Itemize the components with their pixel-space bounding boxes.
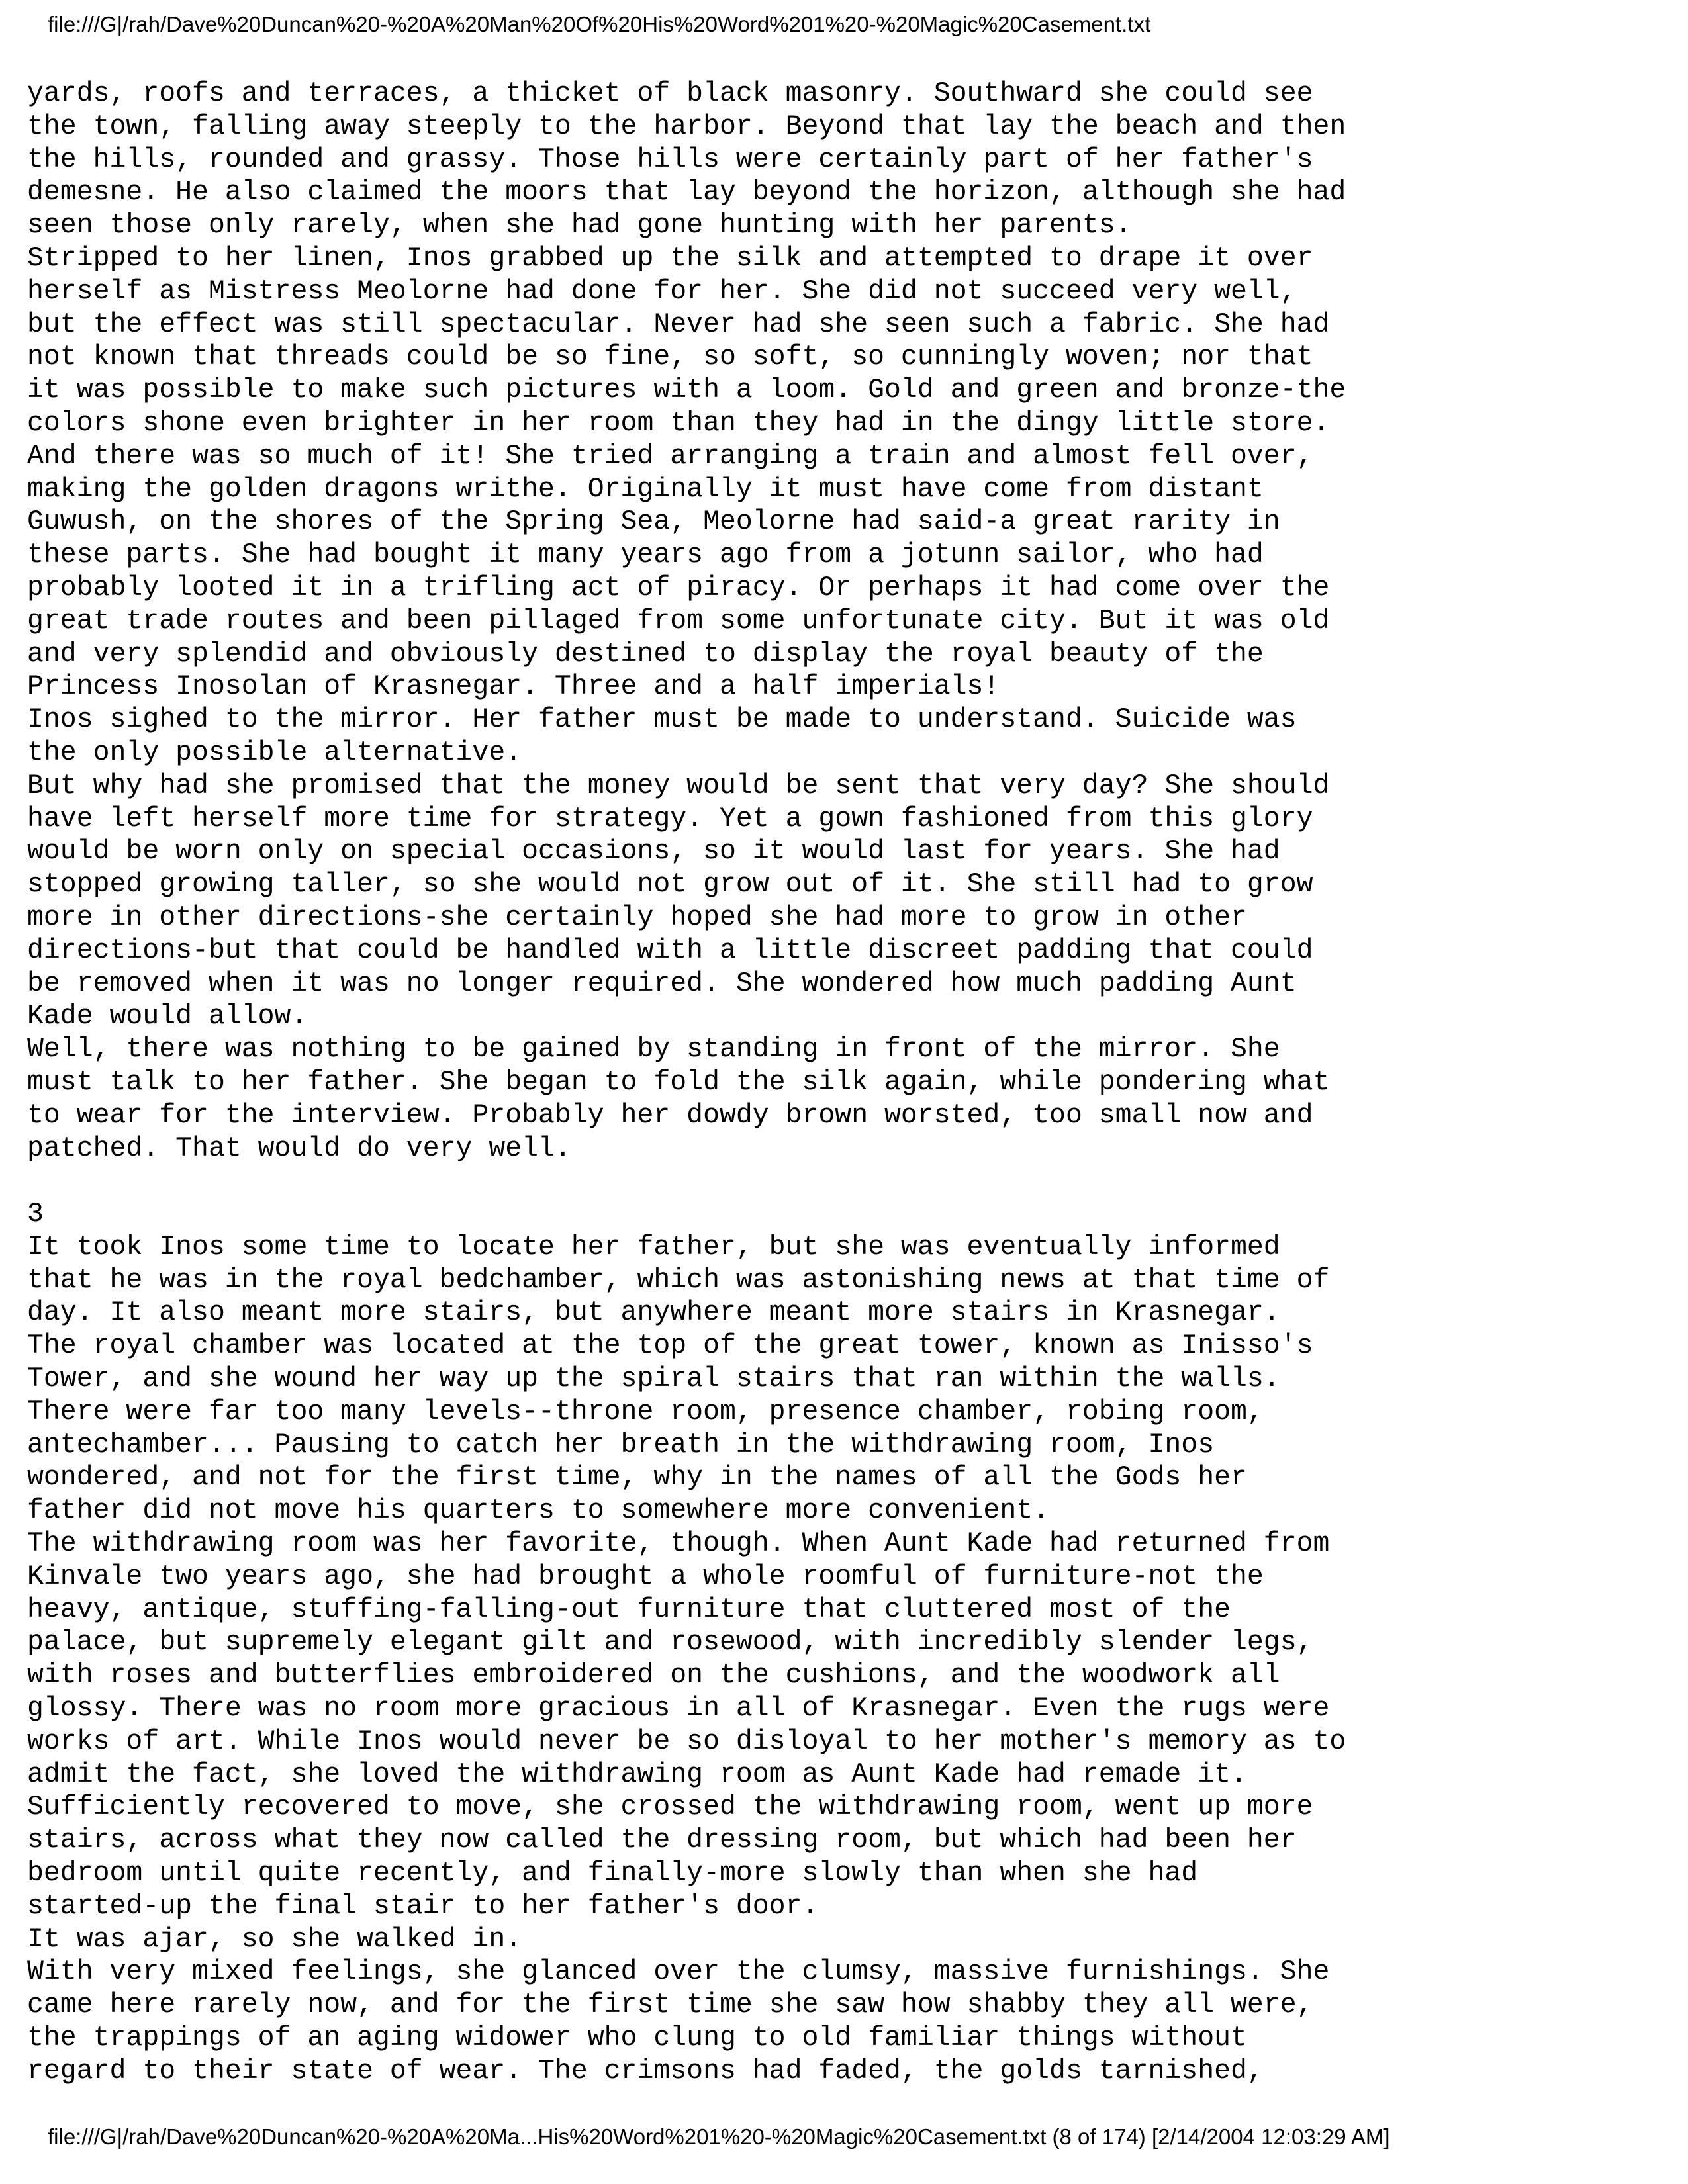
text-line: would be worn only on special occasions, so it would last for years. She had	[27, 836, 1280, 868]
text-line: Stripped to her linen, Inos grabbed up the silk and attempted to drape it over	[27, 242, 1313, 274]
text-line: the only possible alternative.	[27, 737, 522, 768]
text-line: came here rarely now, and for the first time she saw how shabby they all were,	[27, 1989, 1313, 2021]
text-line: seen those only rarely, when she had gone hunting with her parents.	[27, 210, 1132, 242]
text-line: Well, there was nothing to be gained by standing in front of the mirror. She	[27, 1034, 1280, 1066]
print-footer-url: file:///G|/rah/Dave%20Duncan%20-%20A%20Ma...His%20Word%201%20-%20Magic%20Casement.txt (8 of 174) [2/14/2004 12:03:29 AM]	[48, 2124, 1390, 2149]
text-line: glossy. There was no room more gracious in all of Krasnegar. Even the rugs were	[27, 1693, 1330, 1725]
text-line: Kade would allow.	[27, 1001, 308, 1032]
text-line: to wear for the interview. Probably her dowdy brown worsted, too small now and	[27, 1099, 1313, 1131]
text-line: It was ajar, so she walked in.	[27, 1923, 522, 1955]
text-line	[27, 1165, 1656, 1198]
text-line: works of art. While Inos would never be so disloyal to her mother's memory as to	[27, 1725, 1346, 1757]
text-line: more in other directions-she certainly hoped she had more to grow in other	[27, 901, 1247, 933]
text-line: must talk to her father. She began to fold the silk again, while pondering what	[27, 1066, 1330, 1098]
text-line: Sufficiently recovered to move, she crossed the withdrawing room, went up more	[27, 1792, 1313, 1823]
text-line: Guwush, on the shores of the Spring Sea, Meolorne had said-a great rarity in	[27, 506, 1280, 538]
text-line: stopped growing taller, so she would not grow out of it. She still had to grow	[27, 869, 1313, 901]
text-line: bedroom until quite recently, and finally-more slowly than when she had	[27, 1858, 1198, 1889]
text-line: making the golden dragons writhe. Originally it must have come from distant	[27, 473, 1264, 505]
print-header-url: file:///G|/rah/Dave%20Duncan%20-%20A%20Man%20Of%20His%20Word%201%20-%20Magic%20Casement.txt	[48, 12, 1151, 36]
text-line: directions-but that could be handled with a little discreet padding that could	[27, 934, 1313, 966]
text-line: Inos sighed to the mirror. Her father must be made to understand. Suicide was	[27, 704, 1297, 736]
document-text	[27, 77, 1656, 2088]
text-line: started-up the final stair to her father's door.	[27, 1890, 819, 1922]
text-line: but the effect was still spectacular. Never had she seen such a fabric. She had	[27, 308, 1330, 340]
text-line: The royal chamber was located at the top of the great tower, known as Inisso's	[27, 1330, 1313, 1362]
text-line: these parts. She had bought it many years ago from a jotunn sailor, who had	[27, 539, 1264, 571]
text-line: yards, roofs and terraces, a thicket of black masonry. Southward she could see	[27, 78, 1313, 109]
text-line: great trade routes and been pillaged from some unfortunate city. But it was old	[27, 605, 1330, 637]
text-line: herself as Mistress Meolorne had done for her. She did not succeed very well,	[27, 275, 1297, 307]
text-line: Princess Inosolan of Krasnegar. Three and a half imperials!	[27, 671, 1000, 703]
text-line: be removed when it was no longer required. She wondered how much padding Aunt	[27, 968, 1297, 999]
text-line: and very splendid and obviously destined to display the royal beauty of the	[27, 638, 1264, 670]
text-line: And there was so much of it! She tried arranging a train and almost fell over,	[27, 440, 1313, 472]
text-line: regard to their state of wear. The crimsons had faded, the golds tarnished,	[27, 2055, 1264, 2087]
text-line: day. It also meant more stairs, but anywhere meant more stairs in Krasnegar.	[27, 1297, 1280, 1329]
text-line: Tower, and she wound her way up the spiral stairs that ran within the walls.	[27, 1363, 1280, 1395]
text-line: With very mixed feelings, she glanced over the clumsy, massive furnishings. She	[27, 1956, 1330, 1988]
text-line: demesne. He also claimed the moors that lay beyond the horizon, although she had	[27, 177, 1346, 208]
text-line: father did not move his quarters to somewhere more convenient.	[27, 1495, 1050, 1527]
text-line: 3	[27, 1199, 44, 1230]
text-line: Kinvale two years ago, she had brought a whole roomful of furniture-not the	[27, 1561, 1264, 1592]
text-line: heavy, antique, stuffing-falling-out furniture that cluttered most of the	[27, 1594, 1231, 1625]
text-line: There were far too many levels--throne room, presence chamber, robing room,	[27, 1396, 1264, 1428]
text-line: have left herself more time for strategy. Yet a gown fashioned from this glory	[27, 803, 1313, 835]
text-line: it was possible to make such pictures with a loom. Gold and green and bronze-the	[27, 375, 1346, 406]
text-line: that he was in the royal bedchamber, which was astonishing news at that time of	[27, 1264, 1330, 1296]
text-line: admit the fact, she loved the withdrawing room as Aunt Kade had remade it.	[27, 1758, 1247, 1790]
text-line: wondered, and not for the first time, why in the names of all the Gods her	[27, 1462, 1247, 1494]
text-line: with roses and butterflies embroidered on the cushions, and the woodwork all	[27, 1660, 1280, 1692]
text-line: probably looted it in a trifling act of piracy. Or perhaps it had come over the	[27, 572, 1330, 604]
text-line: But why had she promised that the money would be sent that very day? She should	[27, 770, 1330, 801]
text-line: the town, falling away steeply to the harbor. Beyond that lay the beach and then	[27, 111, 1346, 142]
text-line: the trappings of an aging widower who clung to old familiar things without	[27, 2023, 1247, 2054]
text-line: The withdrawing room was her favorite, though. When Aunt Kade had returned from	[27, 1528, 1330, 1560]
text-line: the hills, rounded and grassy. Those hills were certainly part of her father's	[27, 144, 1313, 175]
text-line: not known that threads could be so fine, so soft, so cunningly woven; nor that	[27, 341, 1313, 373]
text-line: stairs, across what they now called the dressing room, but which had been her	[27, 1825, 1297, 1856]
text-line: palace, but supremely elegant gilt and rosewood, with incredibly slender legs,	[27, 1627, 1313, 1659]
text-line: It took Inos some time to locate her father, but she was eventually informed	[27, 1231, 1280, 1263]
text-line: colors shone even brighter in her room than they had in the dingy little store.	[27, 407, 1330, 439]
text-line: antechamber... Pausing to catch her breath in the withdrawing room, Inos	[27, 1429, 1215, 1461]
text-line: patched. That would do very well.	[27, 1132, 571, 1164]
